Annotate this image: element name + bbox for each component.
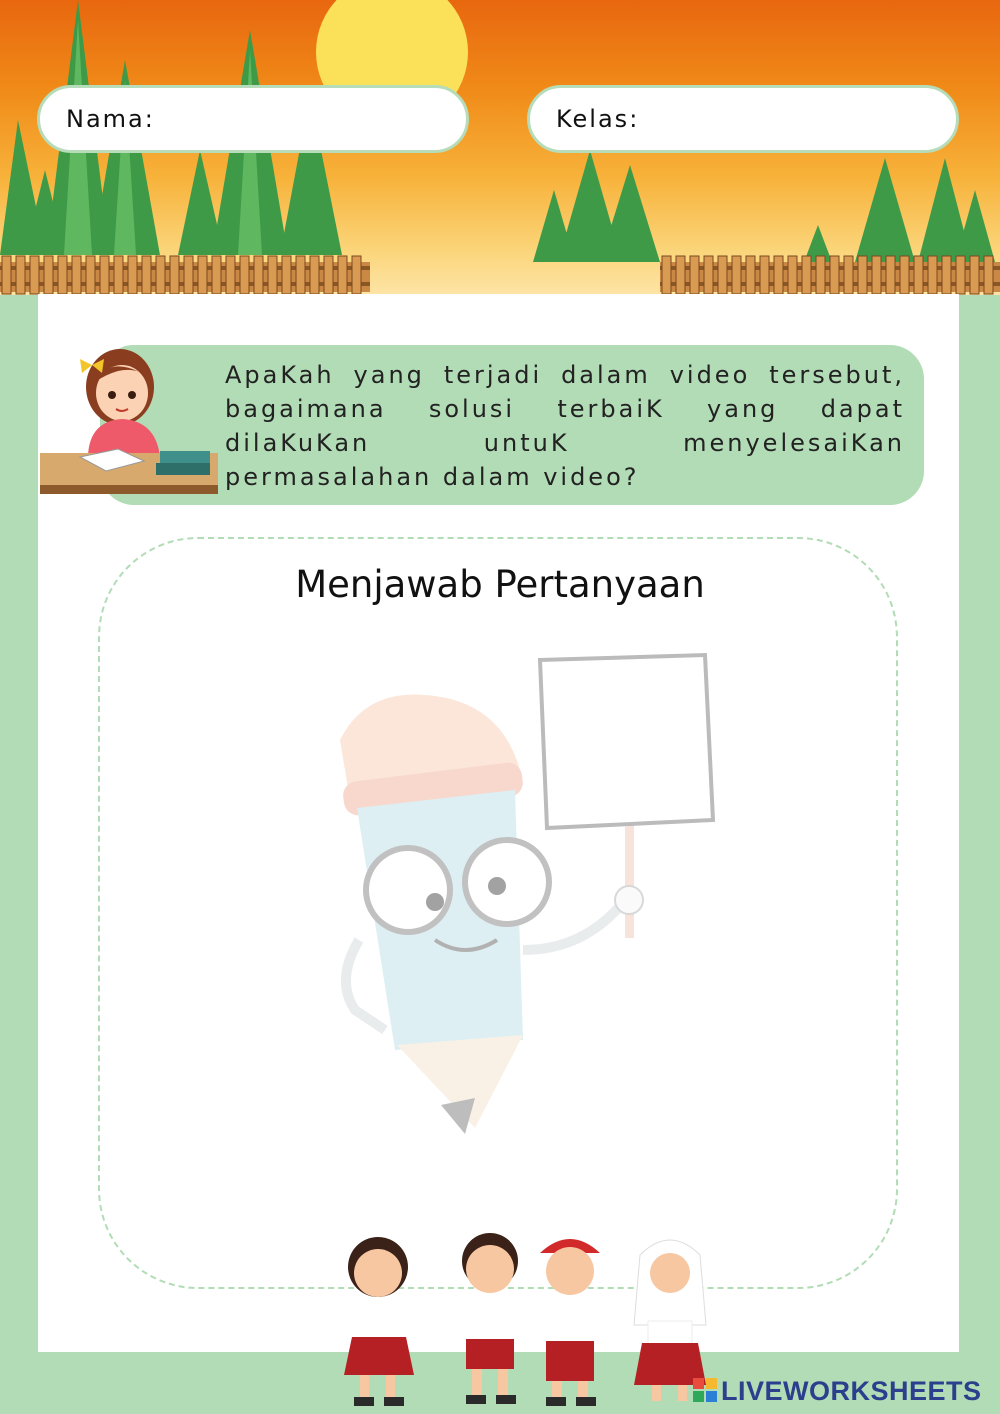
fence-post <box>296 256 305 294</box>
school-children-illustration <box>330 1225 740 1414</box>
fence-post <box>100 256 109 294</box>
fence-post <box>198 256 207 294</box>
fence-post <box>338 256 347 294</box>
fence-post <box>802 256 811 294</box>
fence-post <box>86 256 95 294</box>
fence-post <box>226 256 235 294</box>
fence-post <box>352 256 361 294</box>
question-text: ApaKah yang terjadi dalam video tersebut, bagaimana solusi terbaiK yang dapat dilaKuKan untuK menyelesaiKan permasalahan dalam video? <box>225 361 905 491</box>
answer-title: Menjawab Pertanyaan <box>295 563 705 606</box>
fence-post <box>114 256 123 294</box>
fence-post <box>184 256 193 294</box>
fence-post <box>44 256 53 294</box>
name-field[interactable] <box>37 85 469 153</box>
fence-post <box>2 256 11 294</box>
studying-girl-illustration <box>40 345 220 500</box>
fence-post <box>746 256 755 294</box>
fence-post <box>310 256 319 294</box>
fence-post <box>676 256 685 294</box>
answer-input[interactable] <box>160 640 844 1224</box>
girl-child <box>344 1237 414 1406</box>
fence-post <box>760 256 769 294</box>
fence-post <box>16 256 25 294</box>
fence-post <box>858 256 867 294</box>
fence-post <box>816 256 825 294</box>
fence-post <box>914 256 923 294</box>
liveworksheets-logo[interactable] <box>693 1374 982 1408</box>
fence-post <box>844 256 853 294</box>
fence-post <box>30 256 39 294</box>
fence-post <box>788 256 797 294</box>
fence-post <box>212 256 221 294</box>
brand-name: LIVEWORKSHEETS <box>721 1375 982 1406</box>
fence-post <box>690 256 699 294</box>
class-field[interactable] <box>527 85 959 153</box>
fence-post <box>268 256 277 294</box>
fence-post <box>928 256 937 294</box>
class-label: Kelas: <box>556 105 640 133</box>
fence-post <box>72 256 81 294</box>
fence-post <box>956 256 965 294</box>
fence-post <box>58 256 67 294</box>
fence-post <box>970 256 979 294</box>
name-label: Nama: <box>66 105 155 133</box>
fence-post <box>942 256 951 294</box>
fence-post <box>282 256 291 294</box>
fence-post <box>984 256 993 294</box>
fence-post <box>128 256 137 294</box>
boy-child <box>462 1233 518 1404</box>
fence-post <box>156 256 165 294</box>
fence-post <box>900 256 909 294</box>
fence-post <box>872 256 881 294</box>
fence-post <box>324 256 333 294</box>
fence-post <box>732 256 741 294</box>
fence-post <box>662 256 671 294</box>
fence-post <box>254 256 263 294</box>
fence-post <box>170 256 179 294</box>
right-trees <box>533 150 995 262</box>
fence-post <box>774 256 783 294</box>
fence-post <box>142 256 151 294</box>
fence-post <box>886 256 895 294</box>
fence-post <box>830 256 839 294</box>
fence-post <box>704 256 713 294</box>
boy-with-cap-child <box>540 1239 600 1406</box>
fence-post <box>718 256 727 294</box>
liveworksheets-icon <box>693 1378 719 1404</box>
fence-post <box>240 256 249 294</box>
